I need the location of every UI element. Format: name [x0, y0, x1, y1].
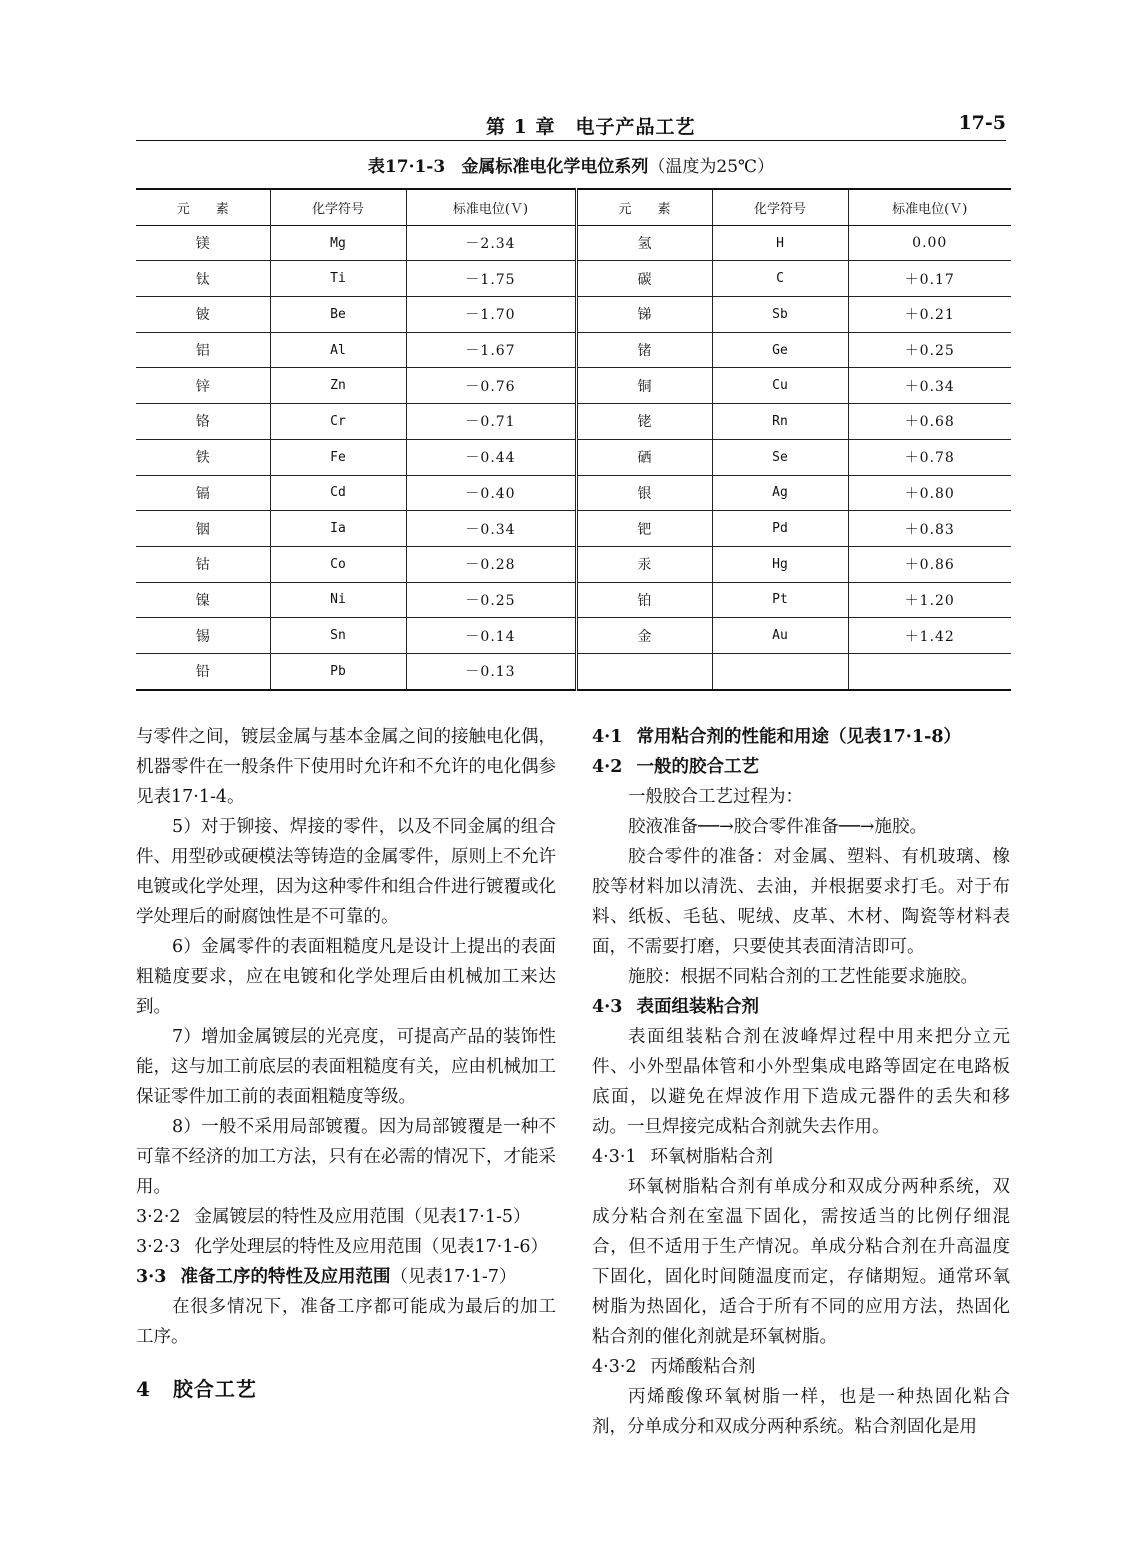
potential-cell: ＋0.17	[848, 261, 1011, 297]
section-number: 3·2·3	[136, 1237, 181, 1257]
section-heading	[592, 1142, 1010, 1172]
symbol-cell: C	[712, 261, 848, 297]
potential-cell: －0.25	[406, 582, 576, 618]
section-heading	[136, 1202, 556, 1232]
table-row	[136, 546, 1011, 582]
element-cell: 银	[576, 475, 712, 511]
element-cell: 硒	[576, 439, 712, 475]
element-cell: 金	[576, 618, 712, 654]
paragraph: 施胶：根据不同粘合剂的工艺性能要求施胶。	[628, 967, 978, 987]
element-cell: 钴	[136, 546, 270, 582]
symbol-cell: Ge	[712, 332, 848, 368]
element-cell: 锑	[576, 297, 712, 333]
element-cell: 铑	[576, 404, 712, 440]
symbol-cell: H	[712, 225, 848, 261]
section-number: 3·3	[136, 1267, 167, 1287]
element-cell: 铝	[136, 332, 270, 368]
col-header: 化学符号	[712, 189, 848, 225]
symbol-cell: Cr	[270, 404, 406, 440]
element-cell: 镉	[136, 475, 270, 511]
table-row	[136, 475, 1011, 511]
paragraph: 5）对于铆接、焊接的零件，以及不同金属的组合件、用型砂或硬模法等铸造的金属零件，原则上不允许电镀或化学处理，因为这种零件和组合件进行镀覆或化学处理后的耐腐蚀性是不可靠的。	[136, 817, 556, 927]
table-row	[136, 332, 1011, 368]
col-header: 标准电位(Ｖ)	[848, 189, 1011, 225]
section-number: 4·1	[592, 727, 623, 747]
symbol-cell: Rn	[712, 404, 848, 440]
paragraph: 胶液准备──→胶合零件准备──→施胶。	[628, 817, 927, 837]
element-cell: 铜	[576, 368, 712, 404]
potential-cell: －1.67	[406, 332, 576, 368]
symbol-cell: Pd	[712, 511, 848, 547]
chapter-title: 第 1 章 电子产品工艺	[486, 116, 696, 138]
element-cell: 铁	[136, 439, 270, 475]
element-cell: 镍	[136, 582, 270, 618]
potential-cell: ＋0.34	[848, 368, 1011, 404]
potential-cell: －0.13	[406, 653, 576, 689]
element-cell: 铂	[576, 582, 712, 618]
paragraph: 与零件之间，镀层金属与基本金属之间的接触电化偶，机器零件在一般条件下使用时允许和不允许的电化偶参见表17·1-4。	[136, 727, 556, 807]
symbol-cell: Fe	[270, 439, 406, 475]
element-cell: 铍	[136, 297, 270, 333]
section-title: 丙烯酸粘合剂	[650, 1357, 756, 1377]
symbol-cell: Cd	[270, 475, 406, 511]
section-heading	[592, 752, 1010, 782]
symbol-cell: Ag	[712, 475, 848, 511]
col-header: 元 素	[136, 189, 270, 225]
col-header: 元 素	[576, 189, 712, 225]
potential-cell: －0.40	[406, 475, 576, 511]
potential-cell	[848, 653, 1011, 689]
section-title: 胶合工艺	[172, 1377, 257, 1401]
table-row	[136, 225, 1011, 261]
potential-cell: ＋0.86	[848, 546, 1011, 582]
section-title: 环氧树脂粘合剂	[650, 1147, 774, 1167]
table-number: 表17·1-3	[367, 157, 446, 177]
section-heading	[592, 1352, 1010, 1382]
left-column	[136, 722, 556, 1404]
element-cell: 汞	[576, 546, 712, 582]
potential-cell: ＋1.42	[848, 618, 1011, 654]
section-number: 4·3·1	[592, 1147, 637, 1167]
section-title: 金属镀层的特性及应用范围（见表17·1-5）	[194, 1207, 531, 1227]
table-title: 金属标准电化学电位系列	[461, 157, 649, 177]
table-row	[136, 368, 1011, 404]
section-number: 4·3	[592, 997, 623, 1017]
section-title: 表面组装粘合剂	[636, 997, 759, 1017]
symbol-cell: Hg	[712, 546, 848, 582]
section-title: 化学处理层的特性及应用范围（见表17·1-6）	[194, 1237, 549, 1257]
symbol-cell: Cu	[712, 368, 848, 404]
symbol-cell: Be	[270, 297, 406, 333]
potential-cell: ＋0.83	[848, 511, 1011, 547]
symbol-cell: Co	[270, 546, 406, 582]
table-row	[136, 404, 1011, 440]
symbol-cell: Se	[712, 439, 848, 475]
potential-cell: －0.28	[406, 546, 576, 582]
symbol-cell: Au	[712, 618, 848, 654]
element-cell: 碳	[576, 261, 712, 297]
table-row	[136, 618, 1011, 654]
section-heading	[136, 1262, 556, 1292]
section-number: 3·2·2	[136, 1207, 181, 1227]
element-cell	[576, 653, 712, 689]
symbol-cell: Al	[270, 332, 406, 368]
potential-cell: 0.00	[848, 225, 1011, 261]
paragraph: 6）金属零件的表面粗糙度凡是设计上提出的表面粗糙度要求，应在电镀和化学处理后由机械加工来达到。	[136, 937, 556, 1017]
element-cell: 铅	[136, 653, 270, 689]
potential-cell: －2.34	[406, 225, 576, 261]
potential-cell: ＋0.78	[848, 439, 1011, 475]
potential-cell: ＋1.20	[848, 582, 1011, 618]
paragraph: 环氧树脂粘合剂有单成分和双成分两种系统，双成分粘合剂在室温下固化，需按适当的比例仔细混合，但不适用于生产情况。单成分粘合剂在升高温度下固化，固化时间随温度而定，存储期短。通常环氧树脂为热固化，适合于所有不同的应用方法，热固化粘合剂的催化剂就是环氧树脂。	[592, 1177, 1010, 1347]
potential-cell: －0.44	[406, 439, 576, 475]
paragraph: 表面组装粘合剂在波峰焊过程中用来把分立元件、小外型晶体管和小外型集成电路等固定在电路板底面，以避免在焊波作用下造成元器件的丢失和移动。一旦焊接完成粘合剂就失去作用。	[592, 1027, 1010, 1137]
symbol-cell: Pt	[712, 582, 848, 618]
page-number: 17-5	[958, 112, 1006, 134]
table-note: （温度为25℃）	[648, 157, 775, 177]
symbol-cell	[712, 653, 848, 689]
element-cell: 锡	[136, 618, 270, 654]
table-row	[136, 261, 1011, 297]
potential-cell: ＋0.25	[848, 332, 1011, 368]
potential-cell: ＋0.21	[848, 297, 1011, 333]
potential-cell: ＋0.80	[848, 475, 1011, 511]
potential-cell: －0.71	[406, 404, 576, 440]
table-row	[136, 439, 1011, 475]
table-row	[136, 653, 1011, 689]
table-row	[136, 511, 1011, 547]
paragraph: 在很多情况下，准备工序都可能成为最后的加工工序。	[136, 1297, 556, 1347]
section-ref: （见表17·1-7）	[390, 1267, 517, 1287]
symbol-cell: Sb	[712, 297, 848, 333]
element-cell: 钛	[136, 261, 270, 297]
section-title: 常用粘合剂的性能和用途（见表17·1-8）	[636, 727, 962, 747]
page-header	[136, 110, 1006, 140]
paragraph: 7）增加金属镀层的光亮度，可提高产品的装饰性能，这与加工前底层的表面粗糙度有关，应由机械加工保证零件加工前的表面粗糙度等级。	[136, 1027, 556, 1107]
element-cell: 铬	[136, 404, 270, 440]
symbol-cell: Pb	[270, 653, 406, 689]
symbol-cell: Zn	[270, 368, 406, 404]
potential-cell: －1.75	[406, 261, 576, 297]
section-heading	[136, 1232, 556, 1262]
potential-cell: －0.76	[406, 368, 576, 404]
section-heading	[592, 992, 1010, 1022]
potential-cell: －1.70	[406, 297, 576, 333]
symbol-cell: Ti	[270, 261, 406, 297]
element-cell: 氢	[576, 225, 712, 261]
potential-cell: －0.34	[406, 511, 576, 547]
paragraph: 8）一般不采用局部镀覆。因为局部镀覆是一种不可靠不经济的加工方法，只有在必需的情况下，才能采用。	[136, 1117, 556, 1197]
table-row	[136, 297, 1011, 333]
section-title: 一般的胶合工艺	[636, 757, 759, 777]
section-heading	[592, 722, 1010, 752]
symbol-cell: Sn	[270, 618, 406, 654]
potential-table	[136, 188, 1011, 691]
symbol-cell: Mg	[270, 225, 406, 261]
table-caption	[136, 152, 1006, 177]
element-cell: 锗	[576, 332, 712, 368]
symbol-cell: Ni	[270, 582, 406, 618]
col-header: 化学符号	[270, 189, 406, 225]
potential-cell: ＋0.68	[848, 404, 1011, 440]
col-header: 标准电位(Ｖ)	[406, 189, 576, 225]
header-rule	[136, 140, 1006, 141]
paragraph: 胶合零件的准备：对金属、塑料、有机玻璃、橡胶等材料加以清洗、去油，并根据要求打毛。对于布料、纸板、毛毡、呢绒、皮革、木材、陶瓷等材料表面，不需要打磨，只要使其表面清洁即可。	[592, 847, 1010, 957]
table-row	[136, 582, 1011, 618]
section-number: 4·3·2	[592, 1357, 637, 1377]
potential-cell: －0.14	[406, 618, 576, 654]
paragraph: 丙烯酸像环氧树脂一样，也是一种热固化粘合剂，分单成分和双成分两种系统。粘合剂固化是用	[592, 1387, 1010, 1437]
symbol-cell: Ia	[270, 511, 406, 547]
paragraph: 一般胶合工艺过程为：	[628, 787, 803, 807]
section-number: 4	[136, 1377, 151, 1401]
element-cell: 钯	[576, 511, 712, 547]
right-column	[592, 722, 1010, 1442]
section-number: 4·2	[592, 757, 623, 777]
chapter-section-heading	[136, 1374, 556, 1404]
element-cell: 镁	[136, 225, 270, 261]
table-header-row	[136, 189, 1011, 225]
element-cell: 锌	[136, 368, 270, 404]
element-cell: 铟	[136, 511, 270, 547]
section-title: 准备工序的特性及应用范围	[180, 1267, 391, 1287]
